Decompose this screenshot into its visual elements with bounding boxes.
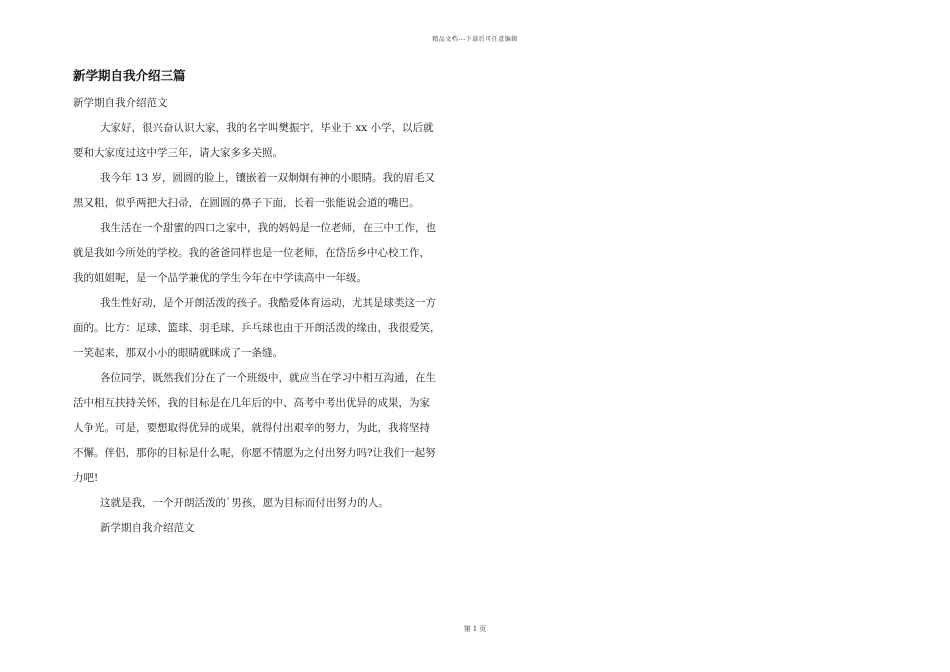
paragraph-line: 人争光。可是，要想取得优异的成果，就得付出艰辛的努力，为此，我将坚持 (73, 422, 430, 434)
document-subtitle (73, 91, 473, 116)
paragraph-line: 我今年 13 岁，圆圆的脸上，镶嵌着一双炯炯有神的小眼睛。我的眉毛又 (100, 172, 436, 184)
paragraph-line: 我的姐姐呢，是一个品学兼优的学生今年在中学读高中一年级。 (73, 272, 367, 284)
page-number-suffix: 页 (479, 625, 487, 633)
paragraph-personality (73, 291, 473, 366)
paragraph-line: 不懈。伴侣，那你的目标是什么呢，你愿不情愿为之付出努力吗?让我们一起努 (73, 447, 436, 459)
subtitle-line: 新学期自我介绍范文 (73, 97, 168, 109)
paragraph-line: 我生活在一个甜蜜的四口之家中，我的妈妈是一位老师，在三中工作，也 (100, 222, 436, 234)
paragraph-family (73, 216, 473, 291)
document-body (73, 68, 473, 541)
paragraph-appearance (73, 166, 473, 216)
section-heading (73, 516, 473, 541)
paragraph-line: 新学期自我介绍范文 (100, 522, 195, 534)
paragraph-line: 我生性好动，是个开朗活泼的孩子。我酷爱体育运动，尤其是球类这一方 (100, 297, 436, 309)
paragraph-goals (73, 366, 473, 491)
paragraph-closing (73, 491, 473, 516)
page-footer (0, 624, 950, 634)
page-number: 1 (472, 625, 478, 633)
paragraph-line: 要和大家度过这中学三年，请大家多多关照。 (73, 147, 283, 159)
paragraph-intro (73, 116, 473, 166)
paragraph-line: 这就是我，一个开朗活泼的`男孩，愿为目标而付出努力的人。 (100, 497, 389, 509)
paragraph-line: 黑又粗，似乎两把大扫帚，在圆圆的鼻子下面，长着一张能说会道的嘴巴。 (73, 197, 420, 209)
paragraph-line: 活中相互扶持关怀，我的目标是在几年后的中、高考中考出优异的成果，为家 (73, 397, 430, 409)
page-header: 精品文档---下载后可任意编辑 (432, 36, 518, 43)
page-number-prefix: 第 (463, 625, 471, 633)
paragraph-line: 力吧! (73, 472, 99, 484)
paragraph-line: 就是我如今所处的学校。我的爸爸同样也是一位老师，在岱岳乡中心校工作， (73, 247, 430, 259)
paragraph-line: 面的。比方：足球、篮球、羽毛球、乒乓球也由于开朗活泼的缘由，我很爱笑， (73, 322, 441, 334)
document-title: 新学期自我介绍三篇 (73, 68, 186, 83)
paragraph-line: 大家好，很兴奋认识大家，我的名字叫樊振宇，毕业于 xx 小学，以后就 (100, 122, 434, 134)
paragraph-line: 一笑起来，那双小小的眼睛就眯成了一条缝。 (73, 347, 283, 359)
paragraph-line: 各位同学，既然我们分在了一个班级中，就应当在学习中相互沟通，在生 (100, 372, 436, 384)
